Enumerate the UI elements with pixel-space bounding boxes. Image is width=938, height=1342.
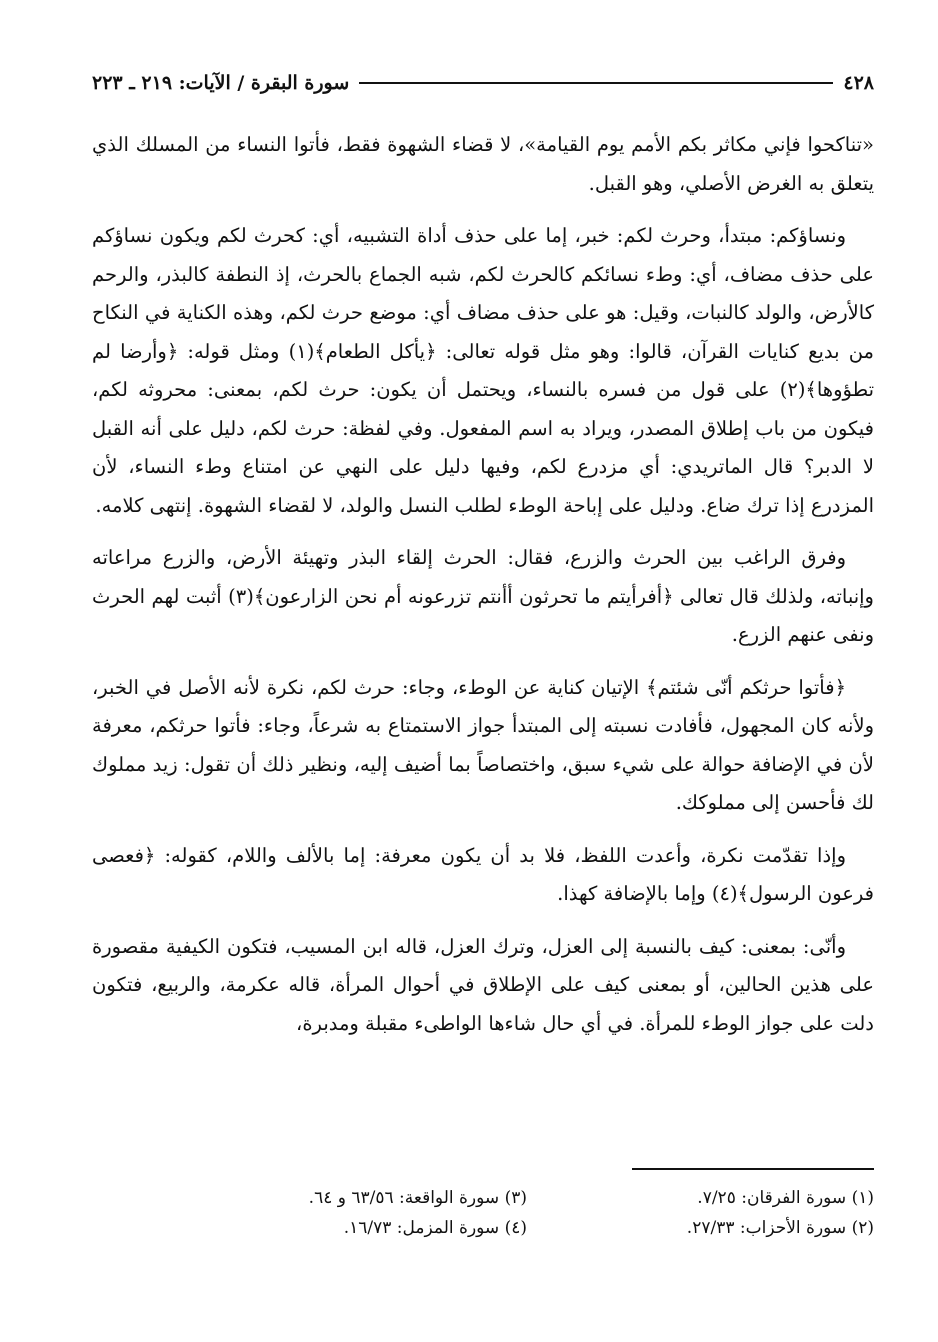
footnote: (٤) سورة المزمل: ١٦/٧٣. — [343, 1218, 527, 1238]
page-number: ٤٢٨ — [843, 72, 874, 94]
paragraph: ﴿فأتوا حرثكم أنّى شئتم﴾ الإتيان كناية عن الوطء، وجاء: حرث لكم، نكرة لأنه الأصل في الخبر، ولأنه كان المجهول، فأفادت نسبته إلى المبتدأ جواز الاستمتاع به شرعاً، وجاء: فأتوا حرثكم، معرفة لأن في الإضافة حوالة على شيء سبق، واختصاصاً بما أضيف إليه، ونظير ذلك أن تقول: زيد مملوك لك فأحسن إلى مملوكك. — [92, 675, 874, 814]
page-header — [92, 66, 874, 100]
paragraph: وأنّى: بمعنى: كيف بالنسبة إلى العزل، وترك العزل، قاله ابن المسيب، فتكون الكيفية مقصورة على هذين الحالين، أو بمعنى كيف على الإطلاق في أحوال المرأة، قاله عكرمة، والربيع، فتكون دلت على جواز الوطء للمرأة. في أي حال شاءها الواطىء مقبلة ومدبرة، — [92, 934, 874, 1035]
footnote: (٢) سورة الأحزاب: ٢٧/٣٣. — [686, 1218, 874, 1238]
footnote: (١) سورة الفرقان: ٧/٢٥. — [697, 1188, 874, 1208]
footnote-rule — [632, 1168, 874, 1170]
paragraph: ونساؤكم: مبتدأ، وحرث لكم: خبر، إما على حذف أداة التشبيه، أي: كحرث لكم ويكون نساؤكم على حذف مضاف، أي: وطء نسائكم كالحرث لكم، شبه الجماع بالحرث، إذ النطفة كالبذر، والرحم كالأرض، والولد كالنبات، وقيل: هو على حذف مضاف أي: موضع حرث لكم، وهذه الكناية في النكاح من بديع كنايات القرآن، قالوا: وهو مثل قوله تعالى: ﴿يأكل الطعام﴾(١) ومثل قوله: ﴿وأرضا لم تطؤوها﴾(٢) على قول من فسره بالنساء، ويحتمل أن يكون: حرث لكم، بمعنى: محروثه لكم، فيكون من باب إطلاق المصدر، ويراد به اسم المفعول. وفي لفظة: حرث لكم، دليل على أنه القبل لا الدبر؟ قال الماتريدي: أي مزدرع لكم، وفيها دليل على النهي عن امتناع وطء النساء، لأن المزدرع إذا ترك ضاع. ودليل على إباحة الوطء لطلب النسل والولد، لا لقضاء الشهوة. إنتهى كلامه. — [92, 224, 875, 517]
body-text — [92, 126, 874, 1057]
paragraph: وفرق الراغب بين الحرث والزرع، فقال: الحرث إلقاء البذر وتهيئة الأرض، والزرع مراعاته وإنباته، ولذلك قال تعالى ﴿أفرأيتم ما تحرثون أأنتم تزرعونه أم نحن الزارعون﴾(٣) أثبت لهم الحرث ونفى عنهم الزرع. — [92, 546, 874, 646]
running-title: سورة البقرة / الآيات: ٢١٩ ـ ٢٢٣ — [92, 72, 350, 94]
footnote: (٣) سورة الواقعة: ٦٣/٥٦ و ٦٤. — [308, 1188, 527, 1208]
header-rule — [359, 82, 833, 84]
paragraph: «تناكحوا فإني مكاثر بكم الأمم يوم القيامة»، لا قضاء الشهوة فقط، فأتوا النساء من المسلك الذي يتعلق به الغرض الأصلي، وهو القبل. — [92, 133, 874, 195]
paragraph: وإذا تقدّمت نكرة، وأعدت اللفظ، فلا بد أن يكون معرفة: إما بالألف واللام، كقوله: ﴿فعصى فرعون الرسول﴾(٤) وإما بالإضافة كهذا. — [92, 843, 874, 905]
footnotes — [180, 1188, 874, 1238]
